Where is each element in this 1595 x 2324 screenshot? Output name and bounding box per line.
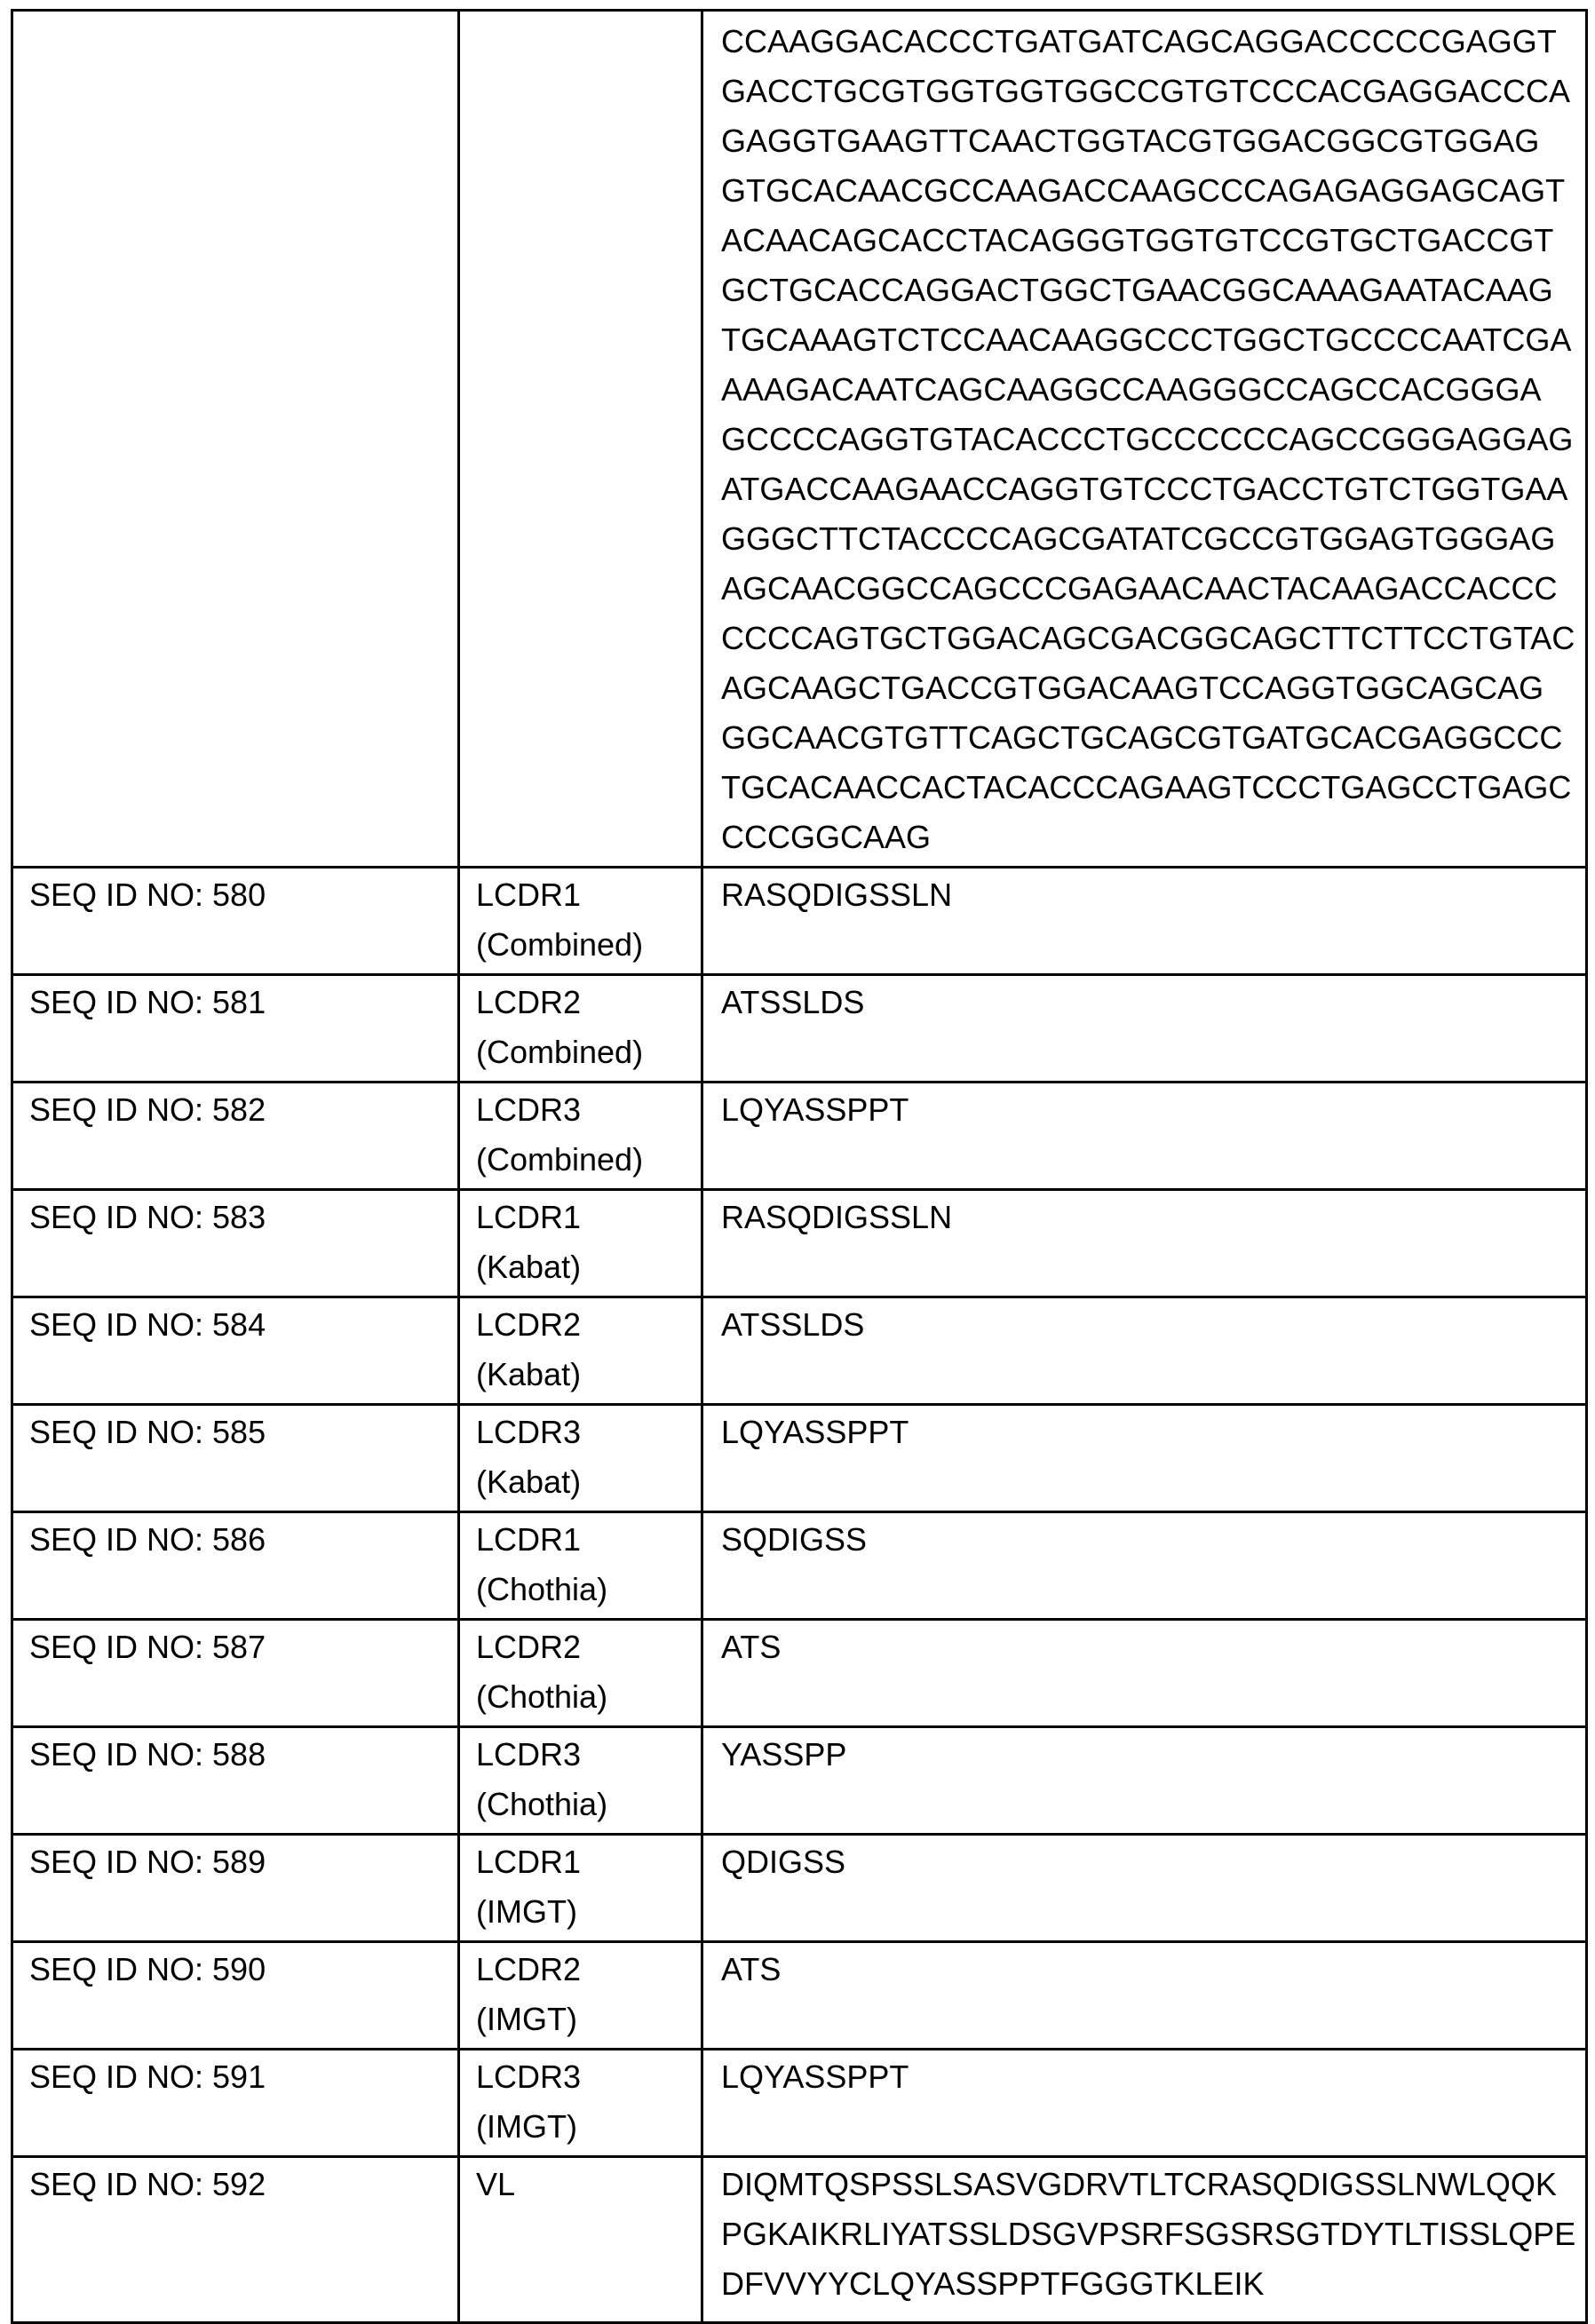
sequence-line: ATSSLDS — [721, 1300, 1585, 1350]
sequence-line: QDIGSS — [721, 1837, 1585, 1887]
seq-id: SEQ ID NO: 585 — [29, 1408, 457, 1457]
sequence-cell — [702, 1835, 1587, 1942]
sequence-cell — [702, 1297, 1587, 1405]
region-label: (IMGT) — [476, 2102, 701, 2152]
seq-id-cell — [12, 1512, 459, 1620]
sequence-line: AAAGACAATCAGCAAGGCCAAGGGCCAGCCACGGGA — [721, 365, 1585, 415]
seq-id-cell — [12, 1942, 459, 2050]
seq-id-cell — [12, 11, 459, 868]
sequence-line: GCTGCACCAGGACTGGCTGAACGGCAAAGAATACAAG — [721, 266, 1585, 315]
sequence-line: CCCGGCAAG — [721, 813, 1585, 862]
region-cell — [459, 868, 702, 975]
sequence-line: GCCCCAGGTGTACACCCTGCCCCCCAGCCGGGAGGAG — [721, 415, 1585, 464]
sequence-line: LQYASSPPT — [721, 1085, 1585, 1135]
sequence-table-body — [12, 11, 1587, 2323]
sequence-line: ATS — [721, 1622, 1585, 1672]
seq-id: SEQ ID NO: 588 — [29, 1730, 457, 1780]
table-row — [12, 1512, 1587, 1620]
region-label: LCDR1 — [476, 870, 701, 920]
sequence-line: PGKAIKRLIYATSSLDSGVPSRFSGSRSGTDYTLTISSLQPE — [721, 2209, 1585, 2259]
sequence-cell — [702, 1512, 1587, 1620]
region-cell — [459, 1297, 702, 1405]
sequence-cell — [702, 11, 1587, 868]
sequence-line: DIQMTQSPSSLSASVGDRVTLTCRASQDIGSSLNWLQQK — [721, 2160, 1585, 2209]
sequence-cell — [702, 1405, 1587, 1512]
sequence-line: AGCAAGCTGACCGTGGACAAGTCCAGGTGGCAGCAG — [721, 663, 1585, 713]
region-label: LCDR3 — [476, 2052, 701, 2102]
sequence-cell — [702, 1942, 1587, 2050]
region-label: (Chothia) — [476, 1780, 701, 1829]
sequence-cell — [702, 868, 1587, 975]
table-row — [12, 2157, 1587, 2323]
sequence-line: YASSPP — [721, 1730, 1585, 1780]
sequence-cell — [702, 1620, 1587, 1727]
seq-id-cell — [12, 1835, 459, 1942]
sequence-line: SQDIGSS — [721, 1515, 1585, 1565]
sequence-table — [11, 9, 1588, 2324]
region-cell — [459, 1190, 702, 1297]
sequence-line: ATS — [721, 1945, 1585, 1995]
sequence-cell — [702, 1727, 1587, 1835]
region-cell — [459, 975, 702, 1083]
region-label: (Kabat) — [476, 1457, 701, 1507]
table-row — [12, 1942, 1587, 2050]
seq-id: SEQ ID NO: 583 — [29, 1193, 457, 1242]
region-label: (Kabat) — [476, 1350, 701, 1400]
region-cell — [459, 1942, 702, 2050]
sequence-cell — [702, 2050, 1587, 2157]
region-label: (IMGT) — [476, 1995, 701, 2044]
table-row — [12, 1620, 1587, 1727]
region-label: (Chothia) — [476, 1565, 701, 1614]
region-cell — [459, 1083, 702, 1190]
sequence-line: ATGACCAAGAACCAGGTGTCCCTGACCTGTCTGGTGAA — [721, 464, 1585, 514]
sequence-line: TGCACAACCACTACACCCAGAAGTCCCTGAGCCTGAGC — [721, 763, 1585, 813]
region-label: LCDR2 — [476, 978, 701, 1027]
region-cell — [459, 1512, 702, 1620]
table-row — [12, 868, 1587, 975]
region-cell — [459, 1620, 702, 1727]
sequence-cell — [702, 2157, 1587, 2323]
seq-id: SEQ ID NO: 589 — [29, 1837, 457, 1887]
region-label: (Combined) — [476, 1027, 701, 1077]
sequence-line: GGCAACGTGTTCAGCTGCAGCGTGATGCACGAGGCCC — [721, 713, 1585, 763]
region-cell — [459, 2157, 702, 2323]
seq-id: SEQ ID NO: 590 — [29, 1945, 457, 1995]
seq-id-cell — [12, 1727, 459, 1835]
table-row — [12, 1297, 1587, 1405]
table-row — [12, 1835, 1587, 1942]
seq-id: SEQ ID NO: 587 — [29, 1622, 457, 1672]
sequence-line: CCCCAGTGCTGGACAGCGACGGCAGCTTCTTCCTGTAC — [721, 614, 1585, 663]
sequence-line: AGCAACGGCCAGCCCGAGAACAACTACAAGACCACCC — [721, 564, 1585, 614]
sequence-line: GGGCTTCTACCCCAGCGATATCGCCGTGGAGTGGGAG — [721, 514, 1585, 564]
region-label: (Kabat) — [476, 1242, 701, 1292]
region-cell — [459, 2050, 702, 2157]
table-row — [12, 1083, 1587, 1190]
seq-id: SEQ ID NO: 592 — [29, 2160, 457, 2209]
sequence-line: GACCTGCGTGGTGGTGGCCGTGTCCCACGAGGACCCA — [721, 67, 1585, 116]
seq-id-cell — [12, 1083, 459, 1190]
table-row — [12, 1190, 1587, 1297]
seq-id-cell — [12, 868, 459, 975]
sequence-line: RASQDIGSSLN — [721, 870, 1585, 920]
sequence-line: LQYASSPPT — [721, 2052, 1585, 2102]
sequence-line: GAGGTGAAGTTCAACTGGTACGTGGACGGCGTGGAG — [721, 116, 1585, 166]
region-label: LCDR3 — [476, 1408, 701, 1457]
region-label: (Combined) — [476, 920, 701, 970]
seq-id: SEQ ID NO: 584 — [29, 1300, 457, 1350]
table-row-continuation — [12, 11, 1587, 868]
sequence-line: GTGCACAACGCCAAGACCAAGCCCAGAGAGGAGCAGT — [721, 166, 1585, 216]
seq-id-cell — [12, 1190, 459, 1297]
sequence-line: TGCAAAGTCTCCAACAAGGCCCTGGCTGCCCCAATCGA — [721, 315, 1585, 365]
sequence-line: RASQDIGSSLN — [721, 1193, 1585, 1242]
seq-id: SEQ ID NO: 580 — [29, 870, 457, 920]
sequence-cell — [702, 1190, 1587, 1297]
seq-id-cell — [12, 1620, 459, 1727]
region-cell — [459, 1405, 702, 1512]
sequence-line: DFVVYYCLQYASSPPTFGGGTKLEIK — [721, 2259, 1585, 2309]
region-cell — [459, 1727, 702, 1835]
region-label: (IMGT) — [476, 1887, 701, 1937]
seq-id: SEQ ID NO: 582 — [29, 1085, 457, 1135]
sequence-line: CCAAGGACACCCTGATGATCAGCAGGACCCCCGAGGT — [721, 17, 1585, 67]
sequence-cell — [702, 975, 1587, 1083]
sequence-line: ACAACAGCACCTACAGGGTGGTGTCCGTGCTGACCGT — [721, 216, 1585, 266]
sequence-line: LQYASSPPT — [721, 1408, 1585, 1457]
region-label: (Combined) — [476, 1135, 701, 1185]
sequence-line: ATSSLDS — [721, 978, 1585, 1027]
region-label: LCDR3 — [476, 1085, 701, 1135]
seq-id-cell — [12, 1297, 459, 1405]
seq-id-cell — [12, 1405, 459, 1512]
seq-id: SEQ ID NO: 581 — [29, 978, 457, 1027]
table-row — [12, 2050, 1587, 2157]
region-label: LCDR1 — [476, 1193, 701, 1242]
seq-id: SEQ ID NO: 591 — [29, 2052, 457, 2102]
region-label: LCDR1 — [476, 1837, 701, 1887]
region-label: LCDR2 — [476, 1622, 701, 1672]
region-label: VL — [476, 2160, 701, 2209]
region-label: LCDR1 — [476, 1515, 701, 1565]
region-label: (Chothia) — [476, 1672, 701, 1722]
region-label: LCDR2 — [476, 1300, 701, 1350]
region-cell — [459, 1835, 702, 1942]
region-cell — [459, 11, 702, 868]
seq-id: SEQ ID NO: 586 — [29, 1515, 457, 1565]
region-label: LCDR3 — [476, 1730, 701, 1780]
sequence-cell — [702, 1083, 1587, 1190]
seq-id-cell — [12, 2157, 459, 2323]
table-row — [12, 1405, 1587, 1512]
region-label: LCDR2 — [476, 1945, 701, 1995]
seq-id-cell — [12, 975, 459, 1083]
seq-id-cell — [12, 2050, 459, 2157]
table-row — [12, 1727, 1587, 1835]
table-row — [12, 975, 1587, 1083]
